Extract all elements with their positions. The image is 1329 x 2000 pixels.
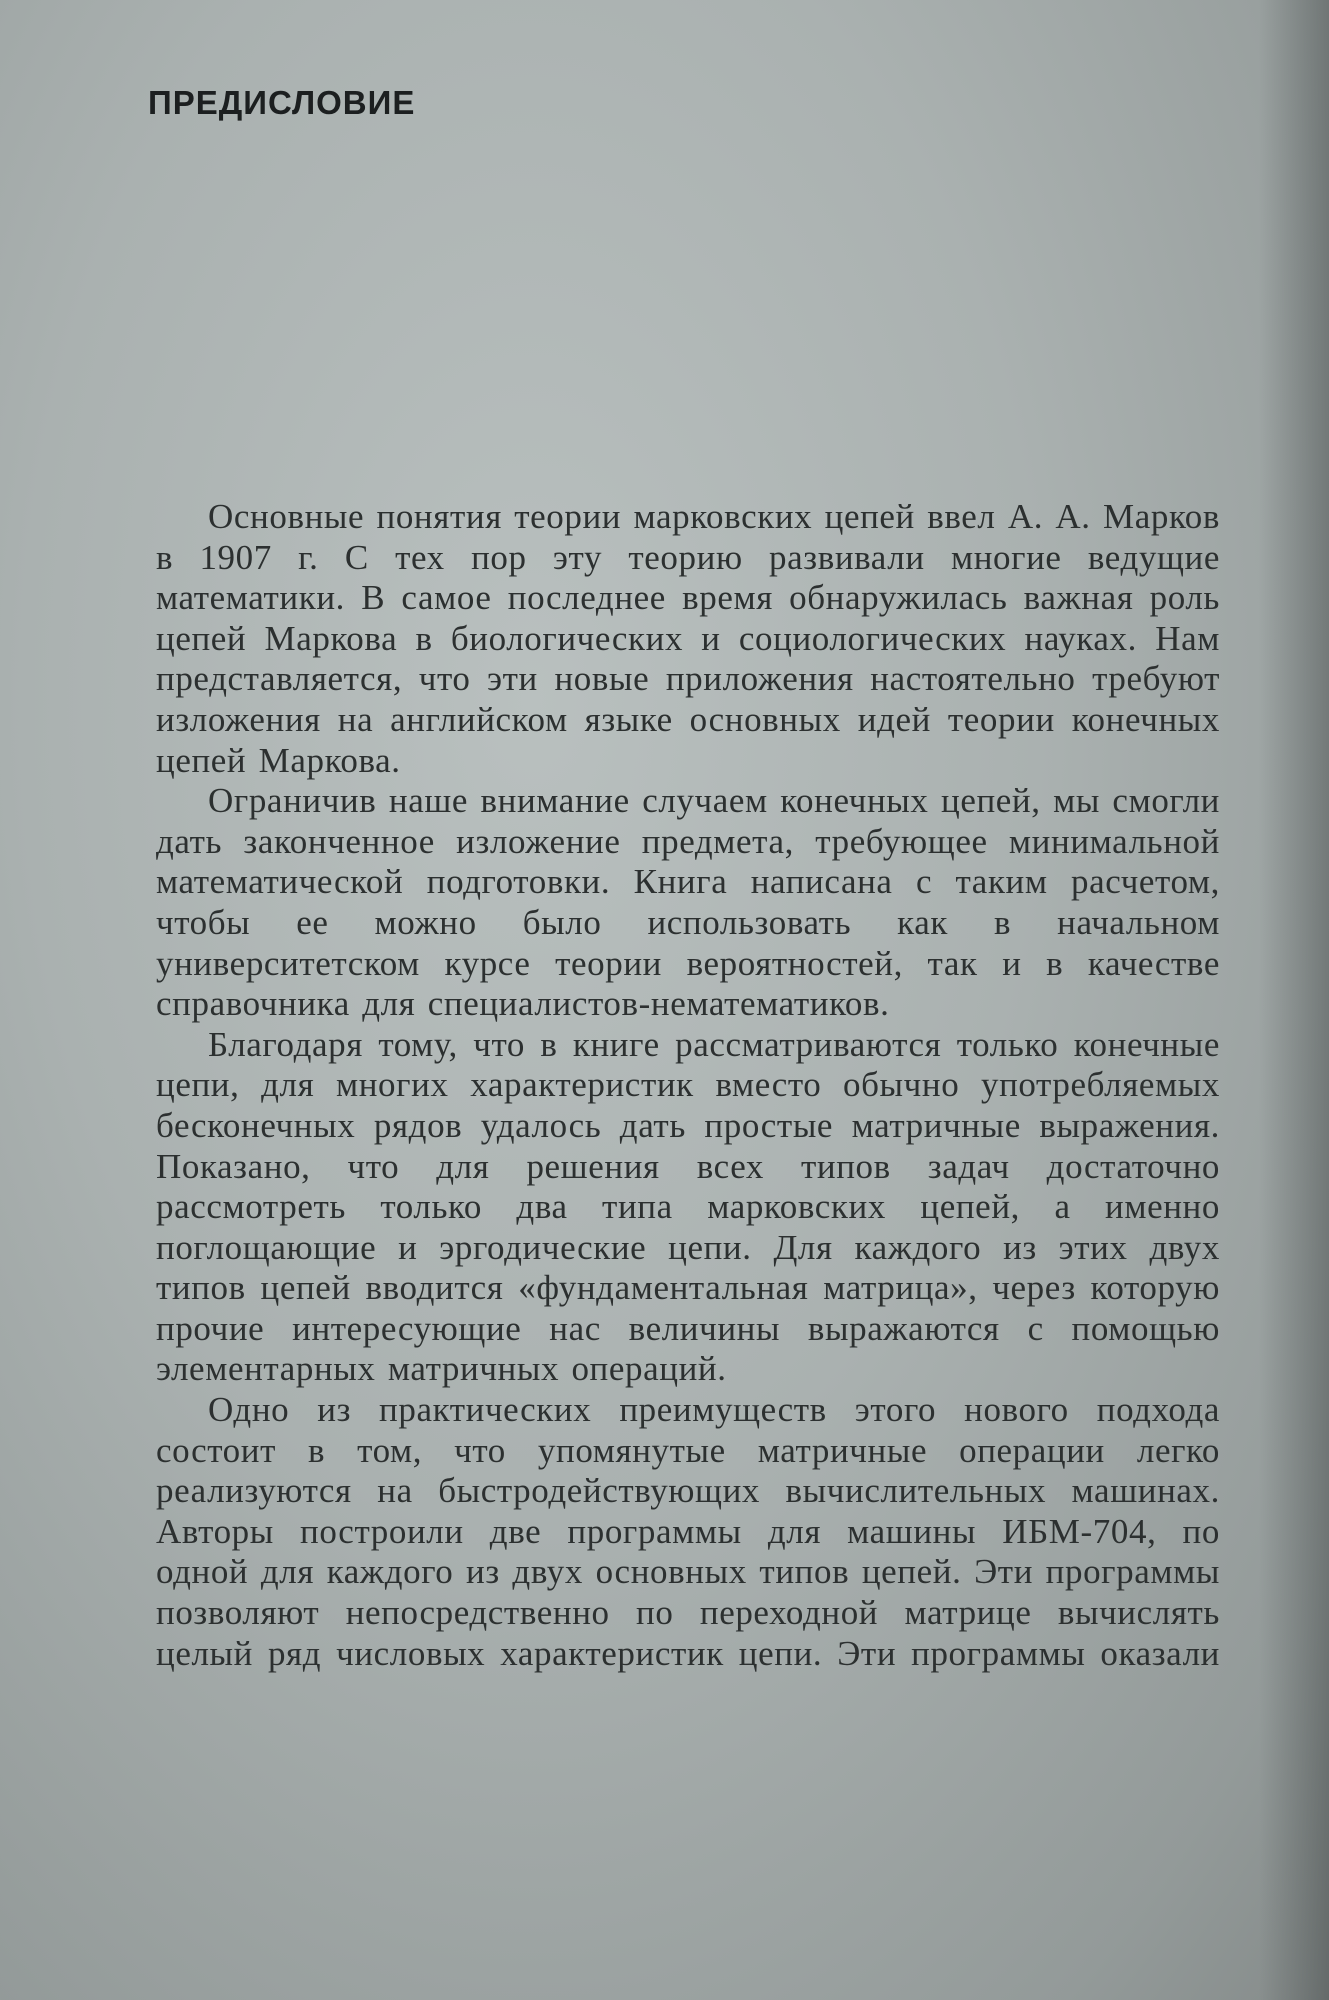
paragraph-2: Ограничив наше внимание случаем конечных цепей, мы смогли дать законченное изложение предмета, требующее минимальной математической подготовки. Книга написана с таким расчетом, чтобы ее можно было использовать как в начальном университетском курсе теории вероятностей, так и в качестве справочника для специалистов-нематематиков. — [156, 781, 1220, 1024]
spine-shadow — [1259, 0, 1329, 2000]
page-heading: ПРЕДИСЛОВИЕ — [148, 84, 416, 121]
paragraph-3: Благодаря тому, что в книге рассматриваются только конечные цепи, для многих характеристик вместо обычно употребляемых бесконечных рядов удалось дать простые матричные выражения. Показано, что для решения всех типов задач достаточно рассмотреть только два типа марковских цепей, а именно поглощающие и эргодические цепи. Для каждого из этих двух типов цепей вводится «фундаментальная матрица», через которую прочие интересующие нас величины выражаются с помощью элементарных матричных операций. — [156, 1024, 1220, 1389]
paragraph-1: Основные понятия теории марковских цепей ввел А. А. Марков в 1907 г. С тех пор эту теорию развивали многие ведущие математики. В самое последнее время обнаружилась важная роль цепей Маркова в биологических и социологических науках. Нам представляется, что эти новые приложения настоятельно требуют изложения на английском языке основных идей теории конечных цепей Маркова. — [156, 497, 1220, 780]
paragraph-4: Одно из практических преимуществ этого нового подхода состоит в том, что упомянутые матричные операции легко реализуются на быстродействующих вычислительных машинах. Авторы построили две программы для машины ИБМ-704, по одной для каждого из двух основных типов цепей. Эти программы позволяют непосредственно по переходной матрице вычислять целый ряд числовых характеристик цепи. Эти программы оказали — [156, 1390, 1220, 1673]
page-body — [156, 497, 1220, 1674]
